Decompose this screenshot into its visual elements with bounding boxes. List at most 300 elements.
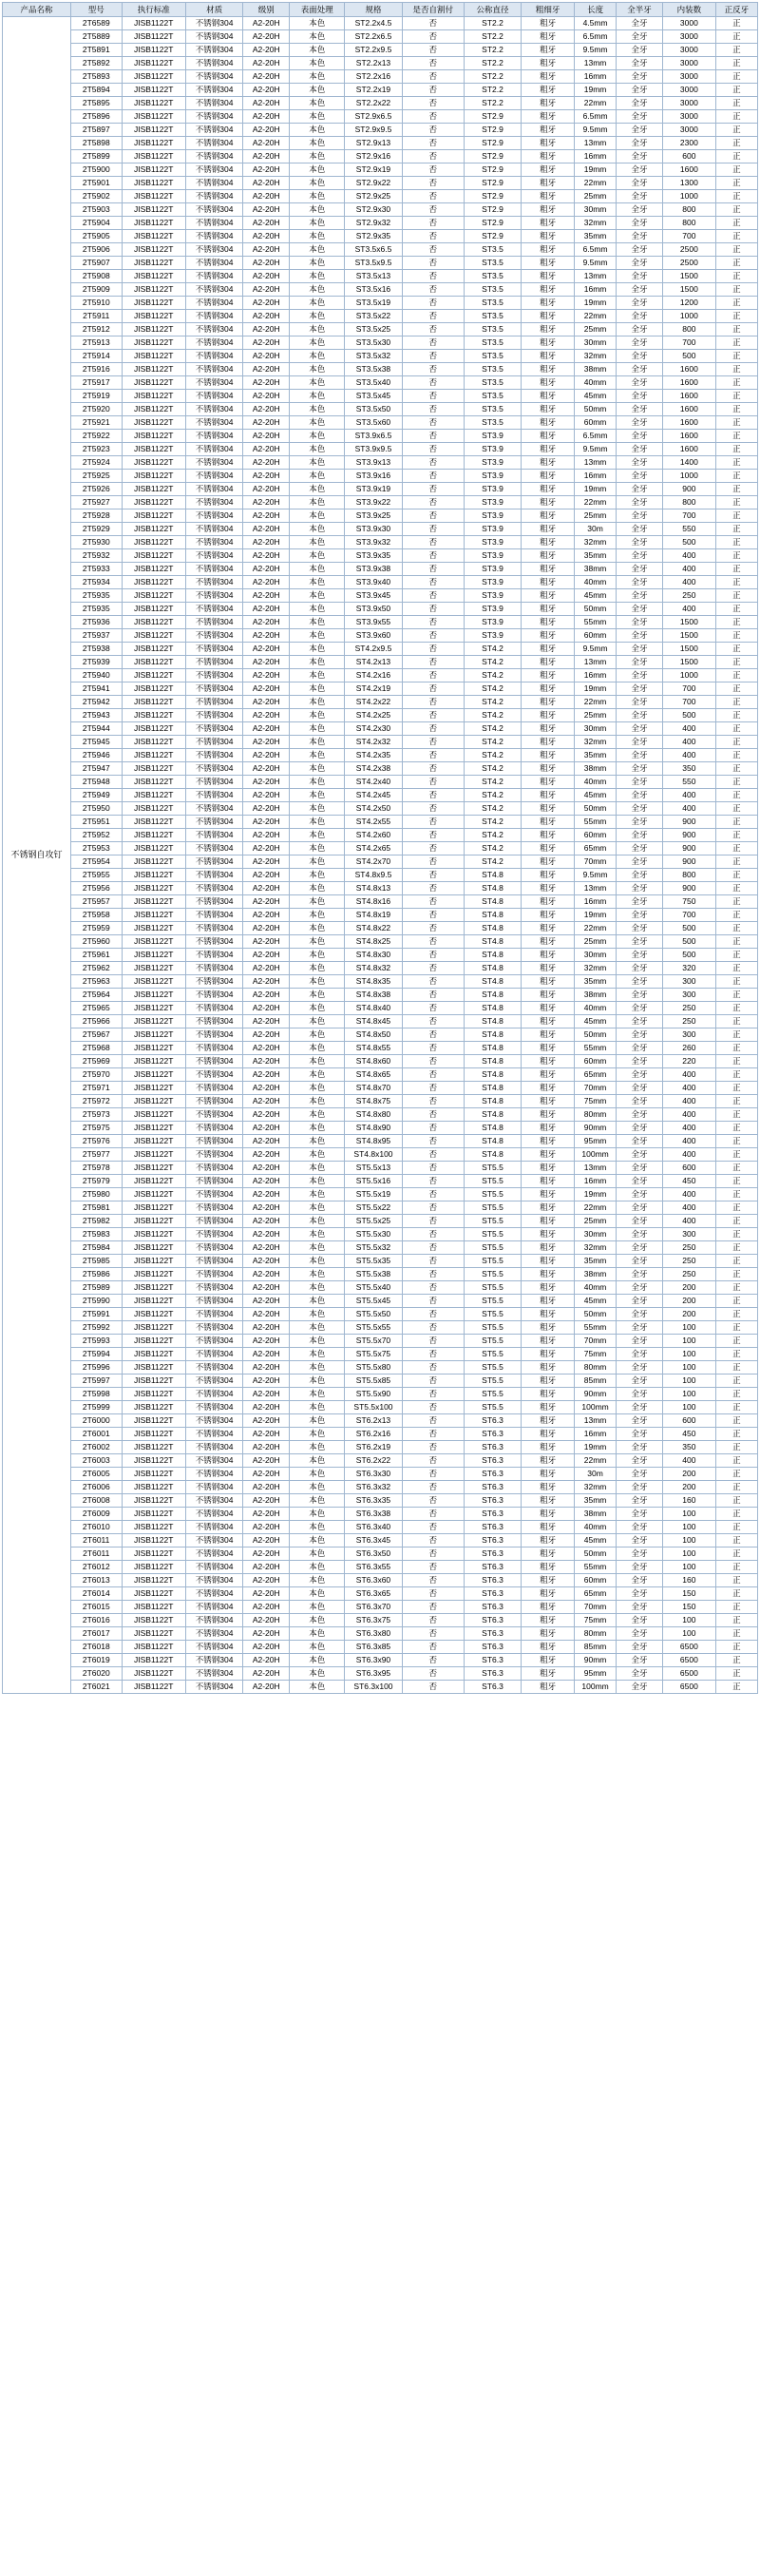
cell[interactable]: 2T5914 [71,350,122,363]
cell[interactable]: 2T5970 [71,1068,122,1082]
cell[interactable]: 否 [402,1108,464,1122]
cell[interactable]: JISB1122T [122,1028,185,1042]
cell[interactable]: 600 [662,150,715,163]
cell[interactable]: 本色 [290,203,345,217]
cell[interactable]: 全牙 [617,1055,663,1068]
cell[interactable]: 不锈钢304 [185,416,242,430]
cell[interactable]: 本色 [290,336,345,350]
cell[interactable]: ST6.3 [464,1654,521,1667]
cell[interactable]: JISB1122T [122,1574,185,1587]
cell[interactable]: ST6.3x40 [345,1521,402,1534]
cell[interactable]: JISB1122T [122,1428,185,1441]
column-header-4[interactable]: 级别 [243,3,290,17]
cell[interactable]: 55mm [575,616,617,629]
cell[interactable]: 2T5993 [71,1335,122,1348]
cell[interactable]: ST3.9x50 [345,603,402,616]
cell[interactable]: 3000 [662,44,715,57]
cell[interactable]: 本色 [290,1215,345,1228]
cell[interactable]: 正 [715,416,757,430]
cell[interactable]: JISB1122T [122,310,185,323]
cell[interactable]: 2T5980 [71,1188,122,1201]
cell[interactable]: 本色 [290,1348,345,1361]
cell[interactable]: 本色 [290,709,345,722]
cell[interactable]: 2T5972 [71,1095,122,1108]
cell[interactable]: A2-20H [243,470,290,483]
cell[interactable]: 粗牙 [522,962,575,975]
cell[interactable]: ST4.2 [464,842,521,855]
cell[interactable]: ST4.8x30 [345,949,402,962]
cell[interactable]: 本色 [290,1201,345,1215]
cell[interactable]: 全牙 [617,895,663,909]
cell[interactable]: JISB1122T [122,629,185,643]
cell[interactable]: 本色 [290,749,345,762]
cell[interactable]: ST2.9x13 [345,137,402,150]
cell[interactable]: ST3.9 [464,549,521,563]
cell[interactable]: 全牙 [617,177,663,190]
cell[interactable]: 粗牙 [522,270,575,283]
cell[interactable]: 粗牙 [522,1375,575,1388]
cell[interactable]: ST4.8x70 [345,1082,402,1095]
cell[interactable]: 否 [402,1228,464,1241]
cell[interactable]: 全牙 [617,1587,663,1601]
cell[interactable]: ST2.9x22 [345,177,402,190]
cell[interactable]: 35mm [575,1494,617,1508]
cell[interactable]: A2-20H [243,257,290,270]
cell[interactable]: 全牙 [617,1428,663,1441]
cell[interactable]: 9.5mm [575,257,617,270]
cell[interactable]: 粗牙 [522,70,575,84]
cell[interactable]: 正 [715,137,757,150]
cell[interactable]: 粗牙 [522,949,575,962]
cell[interactable]: 60mm [575,416,617,430]
cell[interactable]: ST5.5x16 [345,1175,402,1188]
cell[interactable]: 正 [715,217,757,230]
cell[interactable]: 正 [715,230,757,243]
cell[interactable]: 400 [662,549,715,563]
cell[interactable]: ST3.5x16 [345,283,402,297]
cell[interactable]: 全牙 [617,17,663,30]
cell[interactable]: ST3.5 [464,376,521,390]
cell[interactable]: 1600 [662,416,715,430]
cell[interactable]: ST4.2 [464,682,521,696]
cell[interactable]: 粗牙 [522,430,575,443]
cell[interactable]: 正 [715,776,757,789]
cell[interactable]: ST4.8 [464,1082,521,1095]
cell[interactable]: A2-20H [243,949,290,962]
cell[interactable]: 19mm [575,1188,617,1201]
cell[interactable]: JISB1122T [122,1534,185,1548]
cell[interactable]: 否 [402,563,464,576]
cell[interactable]: 全牙 [617,270,663,283]
cell[interactable]: 全牙 [617,297,663,310]
cell[interactable]: A2-20H [243,536,290,549]
cell[interactable]: 本色 [290,576,345,589]
cell[interactable]: ST3.5x38 [345,363,402,376]
cell[interactable]: 否 [402,230,464,243]
cell[interactable]: JISB1122T [122,1148,185,1162]
cell[interactable]: ST3.9 [464,616,521,629]
cell[interactable]: A2-20H [243,1414,290,1428]
cell[interactable]: JISB1122T [122,1468,185,1481]
cell[interactable]: 全牙 [617,44,663,57]
cell[interactable]: 2T5999 [71,1401,122,1414]
cell[interactable]: 50mm [575,403,617,416]
cell[interactable]: 本色 [290,1521,345,1534]
cell[interactable]: 70mm [575,1082,617,1095]
cell[interactable]: 本色 [290,509,345,523]
cell[interactable]: ST4.8x90 [345,1122,402,1135]
cell[interactable]: 1500 [662,270,715,283]
cell[interactable]: A2-20H [243,1361,290,1375]
cell[interactable]: ST4.2 [464,829,521,842]
cell[interactable]: ST4.8x55 [345,1042,402,1055]
cell[interactable]: ST4.2x25 [345,709,402,722]
cell[interactable]: JISB1122T [122,1667,185,1681]
cell[interactable]: A2-20H [243,549,290,563]
cell[interactable]: 250 [662,1241,715,1255]
cell[interactable]: 正 [715,403,757,416]
cell[interactable]: 本色 [290,842,345,855]
cell[interactable]: 正 [715,1601,757,1614]
cell[interactable]: A2-20H [243,1401,290,1414]
cell[interactable]: 不锈钢304 [185,829,242,842]
cell[interactable]: 全牙 [617,443,663,456]
cell[interactable]: ST6.3x90 [345,1654,402,1667]
cell[interactable]: 否 [402,669,464,682]
cell[interactable]: 本色 [290,789,345,802]
cell[interactable]: 80mm [575,1361,617,1375]
cell[interactable]: 2300 [662,137,715,150]
cell[interactable]: JISB1122T [122,57,185,70]
cell[interactable]: 2T5979 [71,1175,122,1188]
cell[interactable]: ST4.2x60 [345,829,402,842]
cell[interactable]: 本色 [290,682,345,696]
cell[interactable]: JISB1122T [122,962,185,975]
cell[interactable]: ST5.5 [464,1375,521,1388]
column-header-1[interactable]: 型号 [71,3,122,17]
cell[interactable]: 本色 [290,802,345,816]
cell[interactable]: ST4.2 [464,789,521,802]
cell[interactable]: 粗牙 [522,217,575,230]
cell[interactable]: 全牙 [617,243,663,257]
cell[interactable]: 全牙 [617,363,663,376]
cell[interactable]: 2T5905 [71,230,122,243]
cell[interactable]: 全牙 [617,616,663,629]
cell[interactable]: A2-20H [243,909,290,922]
cell[interactable]: ST3.5x60 [345,416,402,430]
cell[interactable]: 正 [715,1042,757,1055]
column-header-2[interactable]: 执行标准 [122,3,185,17]
cell[interactable]: ST6.3x100 [345,1681,402,1694]
cell[interactable]: 13mm [575,137,617,150]
cell[interactable]: ST2.9x25 [345,190,402,203]
cell[interactable]: 45mm [575,789,617,802]
cell[interactable]: 本色 [290,1055,345,1068]
cell[interactable]: 正 [715,549,757,563]
cell[interactable]: ST3.9x30 [345,523,402,536]
cell[interactable]: 本色 [290,496,345,509]
cell[interactable]: A2-20H [243,1201,290,1215]
cell[interactable]: 否 [402,430,464,443]
cell[interactable]: A2-20H [243,1521,290,1534]
cell[interactable]: 19mm [575,1441,617,1454]
cell[interactable]: 粗牙 [522,84,575,97]
cell[interactable]: 粗牙 [522,682,575,696]
cell[interactable]: 6500 [662,1641,715,1654]
cell[interactable]: ST3.5x25 [345,323,402,336]
cell[interactable]: 正 [715,70,757,84]
cell[interactable]: 32mm [575,217,617,230]
cell[interactable]: A2-20H [243,137,290,150]
cell[interactable]: 否 [402,816,464,829]
cell[interactable]: 1400 [662,456,715,470]
cell[interactable]: 粗牙 [522,1015,575,1028]
cell[interactable]: 本色 [290,1095,345,1108]
cell[interactable]: 不锈钢304 [185,310,242,323]
cell[interactable]: ST6.2x19 [345,1441,402,1454]
cell[interactable]: 否 [402,376,464,390]
cell[interactable]: 2T5926 [71,483,122,496]
cell[interactable]: 否 [402,150,464,163]
cell[interactable]: 不锈钢304 [185,496,242,509]
cell[interactable]: 38mm [575,989,617,1002]
cell[interactable]: 全牙 [617,722,663,736]
cell[interactable]: 2T5942 [71,696,122,709]
cell[interactable]: A2-20H [243,975,290,989]
cell[interactable]: 正 [715,430,757,443]
cell[interactable]: 2T5958 [71,909,122,922]
cell[interactable]: 正 [715,496,757,509]
cell[interactable]: 50mm [575,1028,617,1042]
cell[interactable]: 粗牙 [522,1561,575,1574]
cell[interactable]: ST6.3x85 [345,1641,402,1654]
cell[interactable]: 1000 [662,669,715,682]
cell[interactable]: 粗牙 [522,1095,575,1108]
cell[interactable]: 正 [715,1188,757,1201]
cell[interactable]: ST2.9x6.5 [345,110,402,124]
cell[interactable]: 否 [402,762,464,776]
cell[interactable]: ST3.9x9.5 [345,443,402,456]
cell[interactable]: 不锈钢304 [185,443,242,456]
cell[interactable]: 400 [662,789,715,802]
cell[interactable]: ST4.2x38 [345,762,402,776]
cell[interactable]: ST6.3 [464,1574,521,1587]
cell[interactable]: JISB1122T [122,1228,185,1241]
cell[interactable]: 不锈钢304 [185,1201,242,1215]
cell[interactable]: JISB1122T [122,203,185,217]
cell[interactable]: 否 [402,709,464,722]
cell[interactable]: 本色 [290,922,345,935]
cell[interactable]: 6.5mm [575,110,617,124]
cell[interactable]: ST6.3x75 [345,1614,402,1627]
cell[interactable]: 400 [662,749,715,762]
cell[interactable]: A2-20H [243,163,290,177]
cell[interactable]: ST6.3 [464,1627,521,1641]
cell[interactable]: 450 [662,1175,715,1188]
cell[interactable]: 全牙 [617,217,663,230]
cell[interactable]: 正 [715,1015,757,1028]
cell[interactable]: JISB1122T [122,443,185,456]
cell[interactable]: 正 [715,1201,757,1215]
cell[interactable]: 粗牙 [522,1348,575,1361]
cell[interactable]: 本色 [290,1335,345,1348]
cell[interactable]: ST5.5x35 [345,1255,402,1268]
cell[interactable]: 粗牙 [522,509,575,523]
cell[interactable]: 本色 [290,124,345,137]
cell[interactable]: 全牙 [617,1201,663,1215]
cell[interactable]: ST5.5x90 [345,1388,402,1401]
cell[interactable]: 否 [402,1534,464,1548]
cell[interactable]: 400 [662,722,715,736]
cell[interactable]: 否 [402,1241,464,1255]
cell[interactable]: 粗牙 [522,1281,575,1295]
cell[interactable]: 2T6021 [71,1681,122,1694]
cell[interactable]: ST4.8x45 [345,1015,402,1028]
cell[interactable]: 正 [715,1534,757,1548]
cell[interactable]: JISB1122T [122,1548,185,1561]
cell[interactable]: 30mm [575,1228,617,1241]
cell[interactable]: ST5.5 [464,1348,521,1361]
cell[interactable]: 400 [662,1135,715,1148]
cell[interactable]: 否 [402,1015,464,1028]
cell[interactable]: 粗牙 [522,576,575,589]
cell[interactable]: 不锈钢304 [185,789,242,802]
cell[interactable]: A2-20H [243,1601,290,1614]
cell[interactable]: 50mm [575,802,617,816]
cell[interactable]: JISB1122T [122,1215,185,1228]
cell[interactable]: 85mm [575,1375,617,1388]
cell[interactable]: JISB1122T [122,1201,185,1215]
cell[interactable]: 本色 [290,1375,345,1388]
cell[interactable]: ST4.8x19 [345,909,402,922]
cell[interactable]: 25mm [575,509,617,523]
cell[interactable]: A2-20H [243,709,290,722]
cell[interactable]: 正 [715,1241,757,1255]
cell[interactable]: JISB1122T [122,1268,185,1281]
cell[interactable]: 2T5971 [71,1082,122,1095]
cell[interactable]: 正 [715,350,757,363]
cell[interactable]: 正 [715,1428,757,1441]
cell[interactable]: A2-20H [243,802,290,816]
cell[interactable]: 400 [662,1108,715,1122]
cell[interactable]: 正 [715,869,757,882]
cell[interactable]: 35mm [575,1255,617,1268]
cell[interactable]: 本色 [290,17,345,30]
cell[interactable]: 2T5919 [71,390,122,403]
cell[interactable]: 2T5962 [71,962,122,975]
cell[interactable]: 不锈钢304 [185,1188,242,1201]
cell[interactable]: 不锈钢304 [185,203,242,217]
cell[interactable]: ST3.9x19 [345,483,402,496]
cell[interactable]: ST4.2 [464,802,521,816]
cell[interactable]: 否 [402,496,464,509]
cell[interactable]: 否 [402,935,464,949]
cell[interactable]: ST2.9x9.5 [345,124,402,137]
cell[interactable]: A2-20H [243,243,290,257]
cell[interactable]: 本色 [290,30,345,44]
cell[interactable]: 2T6009 [71,1508,122,1521]
cell[interactable]: 2T5955 [71,869,122,882]
cell[interactable]: 60mm [575,829,617,842]
cell[interactable]: A2-20H [243,829,290,842]
cell[interactable]: 不锈钢304 [185,1587,242,1601]
cell[interactable]: 6500 [662,1667,715,1681]
cell[interactable]: 本色 [290,1042,345,1055]
cell[interactable]: ST3.9 [464,430,521,443]
cell[interactable]: 粗牙 [522,1414,575,1428]
cell[interactable]: 全牙 [617,124,663,137]
cell[interactable]: 粗牙 [522,1335,575,1348]
cell[interactable]: 2T5986 [71,1268,122,1281]
cell[interactable]: ST2.2 [464,17,521,30]
cell[interactable]: 200 [662,1481,715,1494]
cell[interactable]: JISB1122T [122,975,185,989]
cell[interactable]: A2-20H [243,696,290,709]
cell[interactable]: ST4.2x9.5 [345,643,402,656]
cell[interactable]: 本色 [290,310,345,323]
cell[interactable]: 否 [402,1295,464,1308]
cell[interactable]: 13mm [575,882,617,895]
cell[interactable]: 否 [402,922,464,935]
cell[interactable]: 全牙 [617,589,663,603]
cell[interactable]: A2-20H [243,1175,290,1188]
cell[interactable]: 正 [715,1002,757,1015]
cell[interactable]: JISB1122T [122,243,185,257]
cell[interactable]: ST5.5x22 [345,1201,402,1215]
cell[interactable]: 全牙 [617,1002,663,1015]
cell[interactable]: A2-20H [243,323,290,336]
cell[interactable]: 25mm [575,190,617,203]
cell[interactable]: 不锈钢304 [185,589,242,603]
cell[interactable]: 本色 [290,110,345,124]
cell[interactable]: A2-20H [243,603,290,616]
cell[interactable]: 不锈钢304 [185,1082,242,1095]
cell[interactable]: 800 [662,217,715,230]
cell[interactable]: 否 [402,1508,464,1521]
cell[interactable]: 100 [662,1348,715,1361]
cell[interactable]: 本色 [290,1122,345,1135]
cell[interactable]: 本色 [290,1308,345,1321]
cell[interactable]: 2T6019 [71,1654,122,1667]
cell[interactable]: 否 [402,1215,464,1228]
cell[interactable]: 粗牙 [522,1601,575,1614]
cell[interactable]: A2-20H [243,762,290,776]
cell[interactable]: ST3.5 [464,390,521,403]
cell[interactable]: 全牙 [617,30,663,44]
cell[interactable]: JISB1122T [122,549,185,563]
cell[interactable]: 全牙 [617,1614,663,1627]
cell[interactable]: ST4.8x25 [345,935,402,949]
cell[interactable]: JISB1122T [122,150,185,163]
cell[interactable]: 正 [715,1494,757,1508]
cell[interactable]: JISB1122T [122,989,185,1002]
cell[interactable]: 否 [402,1135,464,1148]
cell[interactable]: 不锈钢304 [185,709,242,722]
cell[interactable]: ST6.3 [464,1494,521,1508]
cell[interactable]: 本色 [290,882,345,895]
cell[interactable]: 2T6589 [71,17,122,30]
cell[interactable]: 粗牙 [522,483,575,496]
cell[interactable]: 否 [402,190,464,203]
cell[interactable]: 正 [715,177,757,190]
cell[interactable]: 粗牙 [522,17,575,30]
cell[interactable]: 粗牙 [522,975,575,989]
cell[interactable]: 3000 [662,30,715,44]
cell[interactable]: 正 [715,1587,757,1601]
cell[interactable]: 260 [662,1042,715,1055]
cell[interactable]: 全牙 [617,1281,663,1295]
cell[interactable]: ST3.5x45 [345,390,402,403]
